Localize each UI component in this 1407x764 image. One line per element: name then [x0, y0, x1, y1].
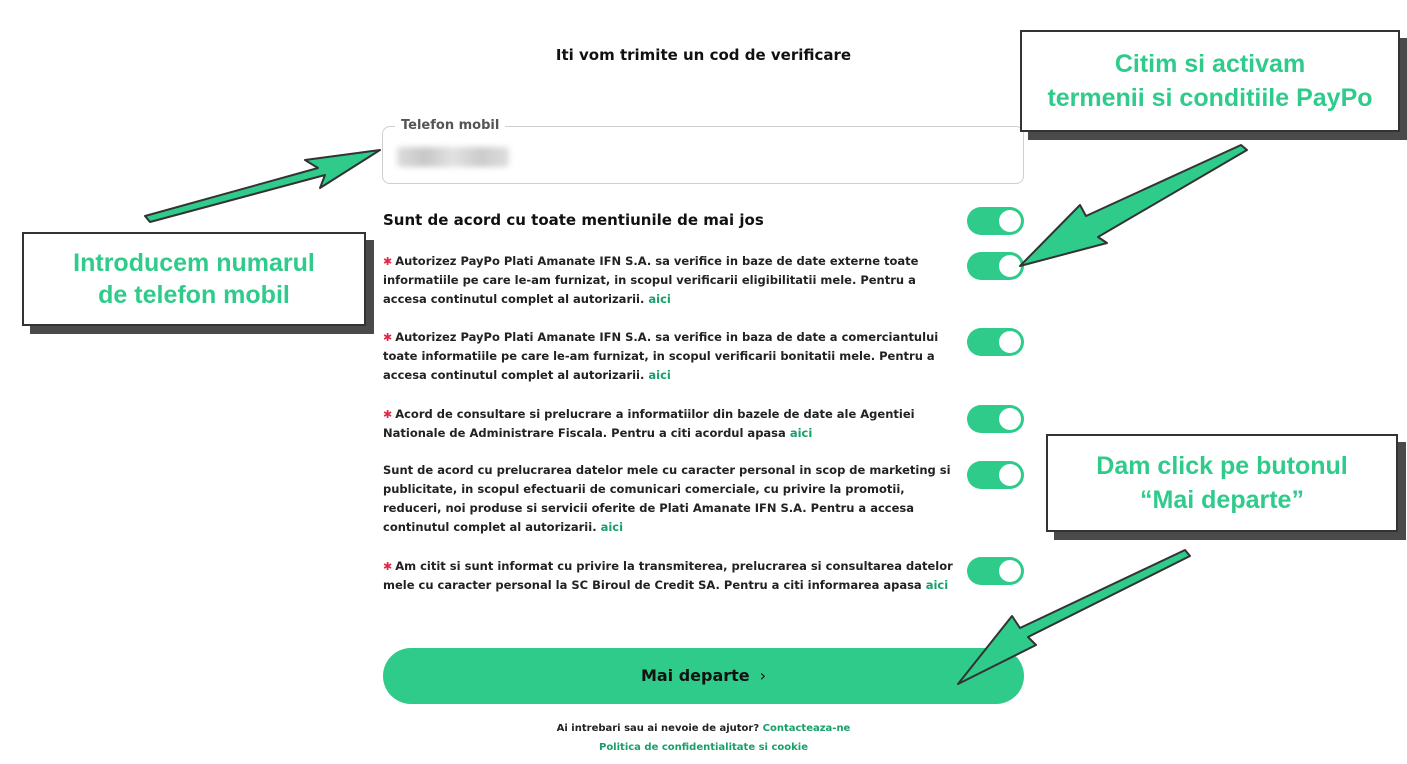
callout-text — [73, 247, 315, 311]
consent-link[interactable]: aici — [648, 368, 671, 382]
required-marker: ✱ — [383, 331, 393, 344]
chevron-right-icon: › — [759, 666, 767, 685]
consent-link[interactable]: aici — [789, 426, 813, 440]
phone-callout — [22, 232, 366, 326]
callout-line: de telefon mobil — [98, 281, 290, 309]
consent-body: Sunt de acord cu prelucrarea datelor mele cu caracter personal in scop de marketing si publicitate, in scopul efectuarii de comunicari comerciale, cu privire la promotii, reduceri, noi produse si servicii oferite de Plati Amanate IFN S.A. Pentru a accesa continutul complet al autorizarii. — [383, 463, 951, 534]
callout-text — [1047, 47, 1372, 115]
callout-line: “Mai departe” — [1140, 486, 1304, 514]
submit-callout — [1046, 434, 1398, 532]
callout-line: Citim si activam — [1114, 50, 1306, 78]
consent-body: Acord de consultare si prelucrare a informatiilor din bazele de date ale Agentiei Nationale de Administrare Fiscala. Pentru a citi acordul apasa — [383, 407, 915, 440]
arrow-to-continue-button — [958, 550, 1190, 684]
agree-all-label: Sunt de acord cu toate mentiunile de mai jos — [383, 211, 764, 229]
consent-body: Autorizez PayPo Plati Amanate IFN S.A. sa verifice in baza de date a comerciantului toate informatiile pe care le-am furnizat, in scopul verificarii bonitatii mele. Pentru a accesa continutul complet al autorizarii. — [383, 330, 939, 382]
consent-body: Autorizez PayPo Plati Amanate IFN S.A. sa verifice in baze de date externe toate informatiile pe care le-am furnizat, in scopul verificarii eligibilitatii mele. Pentru a accesa continutul complet al autorizarii. — [383, 254, 919, 306]
callout-text — [1096, 449, 1347, 517]
callout-line: termenii si conditiile PayPo — [1047, 84, 1373, 112]
consent-link[interactable]: aici — [600, 520, 624, 534]
contact-link[interactable]: Contacteaza-ne — [762, 723, 851, 734]
consent-link[interactable]: aici — [925, 578, 949, 592]
consent-body: Am citit si sunt informat cu privire la transmiterea, prelucrarea si consultarea datelor mele cu caracter personal la SC Biroul de Credit SA. Pentru a citi informarea apasa — [383, 559, 953, 592]
required-marker: ✱ — [383, 408, 393, 421]
continue-button-label: Mai departe — [640, 666, 750, 685]
consent-link[interactable]: aici — [648, 292, 671, 306]
arrow-to-terms-toggle — [1020, 145, 1247, 266]
help-text: Ai intrebari sau ai nevoie de ajutor? — [556, 723, 760, 734]
privacy-link[interactable]: Politica de confidentialitate si cookie — [598, 742, 808, 753]
callout-line: Introducem numarul — [73, 249, 315, 277]
required-marker: ✱ — [383, 560, 393, 573]
arrow-to-phone-field — [145, 150, 380, 222]
page-title: Iti vom trimite un cod de verificare — [555, 46, 852, 64]
callout-line: Dam click pe butonul — [1096, 452, 1348, 480]
terms-callout — [1020, 30, 1400, 132]
phone-field-label: Telefon mobil — [395, 118, 505, 133]
required-marker: ✱ — [383, 255, 393, 268]
